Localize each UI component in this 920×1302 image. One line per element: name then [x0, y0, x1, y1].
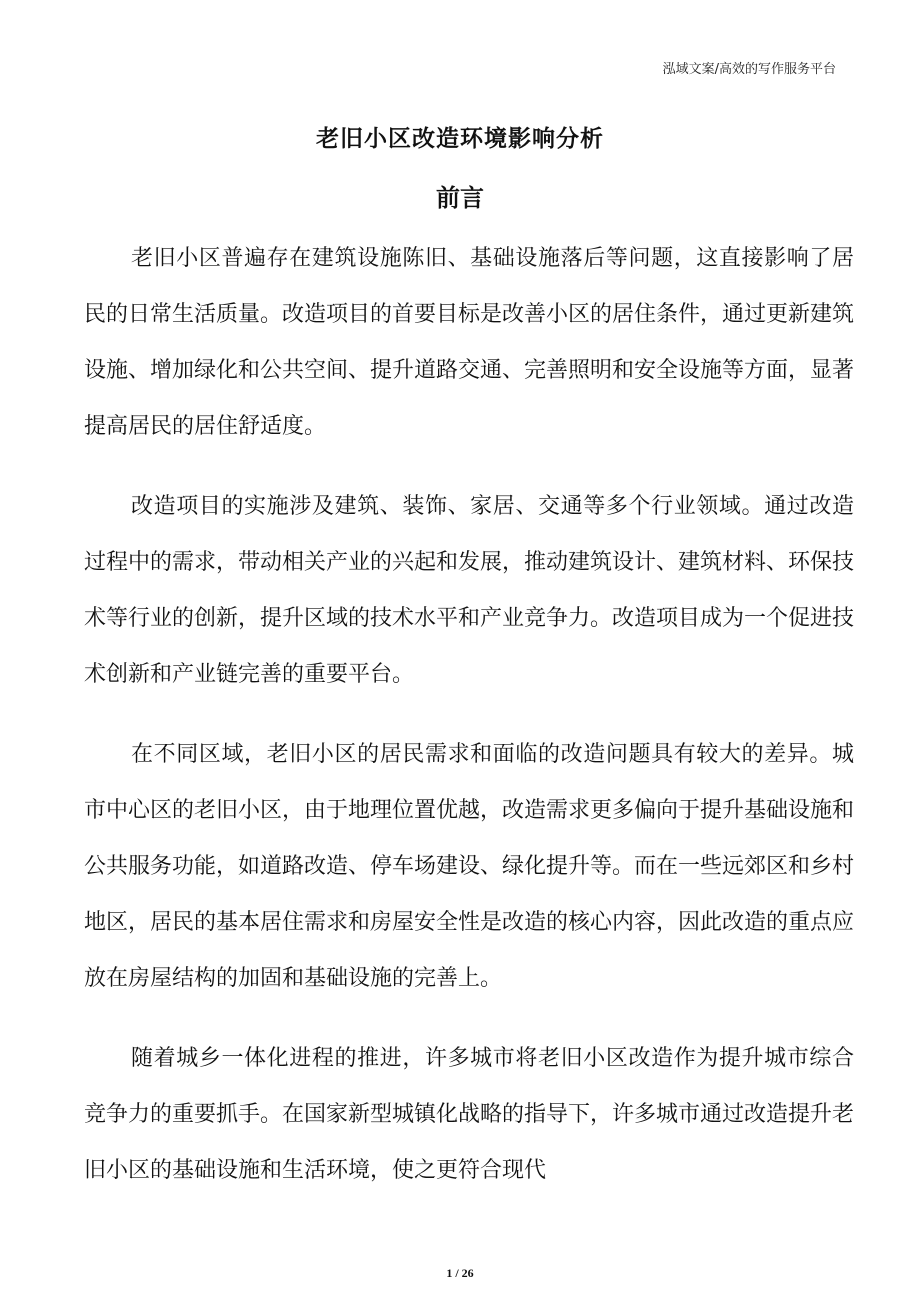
section-heading: 前言: [436, 184, 484, 212]
paragraph: 老旧小区普遍存在建筑设施陈旧、基础设施落后等问题，这直接影响了居民的日常生活质量。改造项目的首要目标是改善小区的居住条件，通过更新建筑设施、增加绿化和公共空间、提升道路交通、完善照明和安全设施等方面，显著提高居民的居住舒适度。: [84, 246, 855, 439]
document-title: 老旧小区改造环境影响分析: [316, 126, 604, 152]
document-body: [84, 231, 854, 1223]
paragraph: 在不同区域，老旧小区的居民需求和面临的改造问题具有较大的差异。城市中心区的老旧小区，由于地理位置优越，改造需求更多偏向于提升基础设施和公共服务功能，如道路改造、停车场建设、绿化提升等。而在一些远郊区和乡村地区，居民的基本居住需求和房屋安全性是改造的核心内容，因此改造的重点应放在房屋结构的加固和基础设施的完善上。: [84, 742, 855, 991]
paragraph: 随着城乡一体化进程的推进，许多城市将老旧小区改造作为提升城市综合竞争力的重要抓手。在国家新型城镇化战略的指导下，许多城市通过改造提升老旧小区的基础设施和生活环境，使之更符合现代: [84, 1046, 855, 1183]
paragraph: 改造项目的实施涉及建筑、装饰、家居、交通等多个行业领域。通过改造过程中的需求，带动相关产业的兴起和发展，推动建筑设计、建筑材料、环保技术等行业的创新，提升区域的技术水平和产业竞争力。改造项目成为一个促进技术创新和产业链完善的重要平台。: [84, 494, 855, 687]
header-brand: 泓域文案/高效的写作服务平台: [662, 62, 836, 77]
page-number: 1 / 26: [446, 1266, 474, 1280]
